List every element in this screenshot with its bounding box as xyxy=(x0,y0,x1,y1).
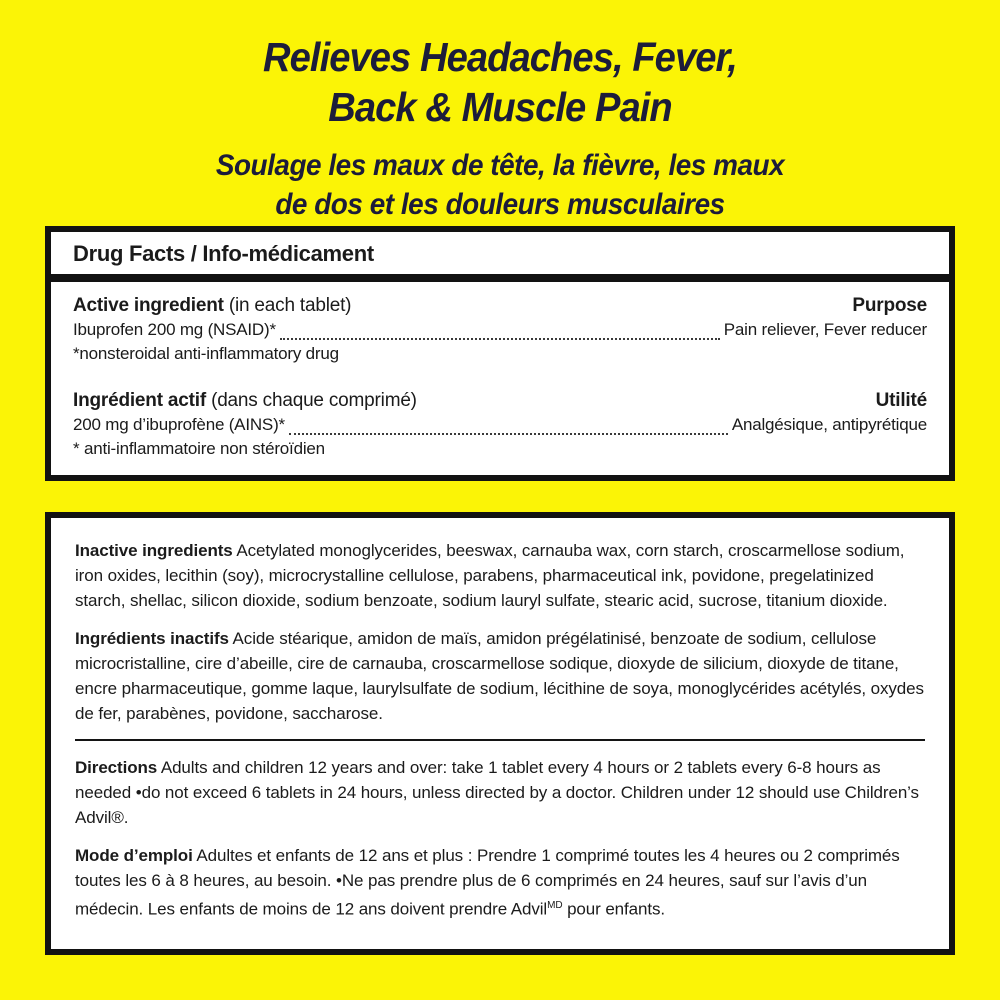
ingredient-purpose-row-fr xyxy=(73,415,927,435)
directions-en xyxy=(75,755,925,830)
directions-text-fr-after: pour enfants. xyxy=(562,899,666,919)
active-ingredient-label-en xyxy=(73,295,351,317)
active-ingredient-label-bold-en: Active ingredient xyxy=(73,295,224,316)
directions-label-en: Directions xyxy=(75,758,158,777)
ingredient-purpose-row-en xyxy=(73,320,927,340)
headline-french-line2: de dos et les douleurs musculaires xyxy=(275,188,725,221)
headline-french xyxy=(35,146,965,224)
directions-text-en: Adults and children 12 years and over: take 1 tablet every 4 hours or 2 tablets every 6-8 hours as needed •do not exceed 6 tablets in 24 hours, unless directed by a doctor. Children under 12 should use Children’s Advil®. xyxy=(75,758,919,827)
spacer xyxy=(0,481,1000,512)
active-ingredient-label-bold-fr: Ingrédient actif xyxy=(73,390,206,411)
section-divider xyxy=(75,739,925,741)
directions-label-fr: Mode d’emploi xyxy=(75,846,193,865)
ingredient-name-fr: 200 mg d’ibuprofène (AINS)* xyxy=(73,415,285,434)
info-box xyxy=(45,512,955,955)
headline-section xyxy=(0,0,1000,226)
active-ingredient-label-fr xyxy=(73,390,417,412)
drug-facts-title-rule xyxy=(51,274,949,282)
active-ingredient-header-en xyxy=(73,295,927,317)
inactive-ingredients-fr xyxy=(75,626,925,726)
ingredient-purpose-en: Pain reliever, Fever reducer xyxy=(723,320,927,339)
active-ingredient-section-fr xyxy=(73,390,927,459)
inactive-ingredients-text-fr: Acide stéarique, amidon de maïs, amidon prégélatinisé, benzoate de sodium, cellulose microcristalline, cire d’abeille, cire de carnauba, croscarmellose sodique, dioxyde de silicium, dioxyde de titane, encre pharmaceutique, gomme laque, laurylsulfate de sodium, lécithine de soya, monoglycérides acétylés, oxydes de fer, parabènes, povidone, saccharose. xyxy=(75,629,924,723)
inactive-ingredients-text-en: Acetylated monoglycerides, beeswax, carnauba wax, corn starch, croscarmellose sodium, iron oxides, lecithin (soy), microcrystalline cellulose, parabens, pharmaceutical ink, povidone, pregelatinized starch, shellac, silicon dioxide, sodium benzoate, sodium lauryl sulfate, stearic acid, sucrose, titanium dioxide. xyxy=(75,541,905,610)
drug-facts-box xyxy=(45,226,955,481)
purpose-header-fr: Utilité xyxy=(875,390,927,411)
drug-facts-title: Drug Facts / Info-médicament xyxy=(73,241,374,266)
inactive-ingredients-label-fr: Ingrédients inactifs xyxy=(75,629,229,648)
directions-fr xyxy=(75,843,925,922)
headline-english xyxy=(35,32,965,132)
ingredient-footnote-en: *nonsteroidal anti-inflammatory drug xyxy=(73,344,339,363)
headline-french-line1: Soulage les maux de tête, la fièvre, les maux xyxy=(215,149,785,182)
ingredient-footnote-fr: * anti-inflammatoire non stéroïdien xyxy=(73,439,325,458)
inactive-ingredients-en xyxy=(75,538,925,613)
active-ingredient-header-fr xyxy=(73,390,927,412)
active-ingredient-label-suffix-fr: (dans chaque comprimé) xyxy=(205,390,417,411)
active-ingredient-label-suffix-en: (in each tablet) xyxy=(223,295,352,316)
inactive-ingredients-label-en: Inactive ingredients xyxy=(75,541,233,560)
trademark-superscript: MD xyxy=(547,900,563,911)
drug-facts-body xyxy=(51,282,949,475)
dotted-leader xyxy=(280,336,720,340)
dotted-leader xyxy=(289,431,728,435)
purpose-header-en: Purpose xyxy=(852,295,927,316)
active-ingredient-section-en xyxy=(73,295,927,364)
ingredient-name-en: Ibuprofen 200 mg (NSAID)* xyxy=(73,320,276,339)
headline-english-line2: Back & Muscle Pain xyxy=(328,84,672,130)
info-box-body xyxy=(51,518,949,949)
ingredient-purpose-fr: Analgésique, antipyrétique xyxy=(731,415,927,434)
directions-text-fr-before: Adultes et enfants de 12 ans et plus : Prendre 1 comprimé toutes les 4 heures ou 2 comprimés toutes les 6 à 8 heures, au besoin. •Ne pas prendre plus de 6 comprimés en 24 heures, sauf sur l’avis d’un médecin. Les enfants de moins de 12 ans doivent prendre Advil xyxy=(75,846,900,919)
headline-english-line1: Relieves Headaches, Fever, xyxy=(263,34,737,80)
